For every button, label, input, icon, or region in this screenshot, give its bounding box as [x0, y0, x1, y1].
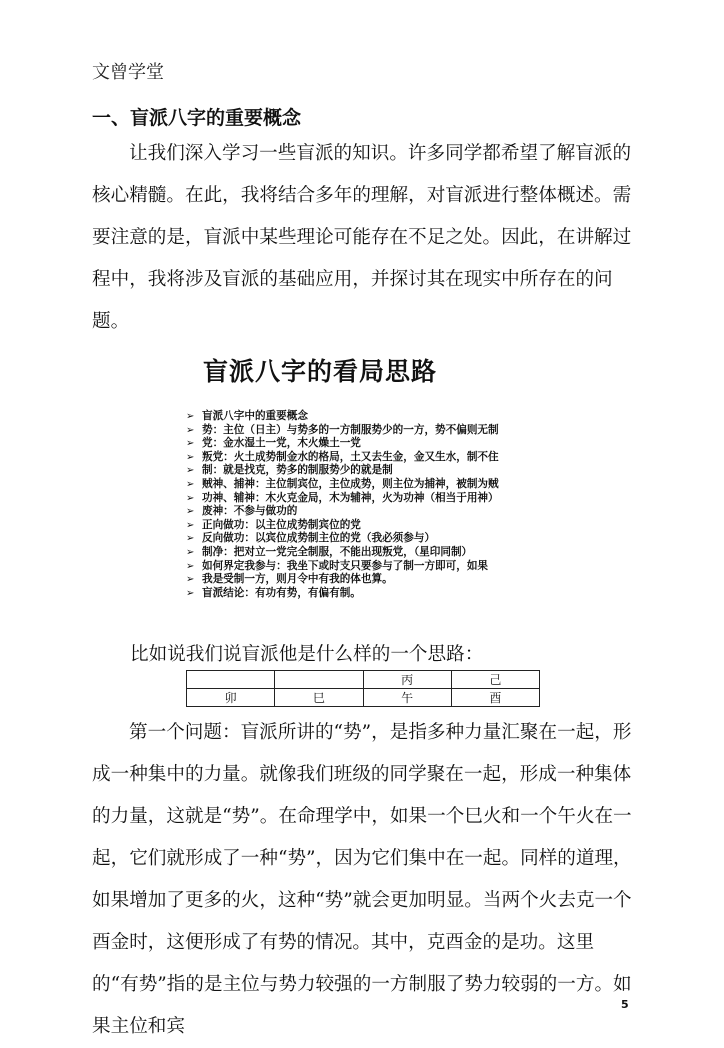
list-item: ➢ 制：就是找克，势多的制服势少的就是制	[186, 464, 393, 477]
list-item: ➢ 正向做功：以主位成势制宾位的党	[186, 518, 361, 531]
slide-bullet-list	[186, 410, 546, 600]
arrow-right-icon: ➢	[186, 560, 195, 572]
table-cell: 巳	[275, 689, 363, 707]
list-item: ➢ 废神：不参与做功的	[186, 505, 298, 518]
body-paragraph: 第一个问题：盲派所讲的“势”，是指多种力量汇聚在一起，形成一种集中的力量。就像我们班级的同学聚在一起，形成一种集体的力量，这就是“势”。在命理学中，如果一个巳火和一个午火在一起，它们就形成了一种“势”，因为它们集中在一起。同样的道理，如果增加了更多的火，这种“势”就会更加明显。当两个火去克一个酉金时，这便形成了有势的情况。其中，克酉金的是功。这里的“有势”指的是主位与势力较强的一方制服了势力较弱的一方。如果主位和宾	[92, 722, 632, 1037]
list-item: ➢ 反向做功：以宾位成势制主位的党（我必须参与）	[186, 532, 436, 545]
table-row	[187, 689, 540, 707]
list-item: ➢ 功神、辅神：木火克金局，木为辅神，火为功神（相当于用神）	[186, 491, 499, 504]
table-cell: 酉	[451, 689, 539, 707]
list-item: ➢ 势：主位（日主）与势多的一方制服势少的一方，势不偏则无制	[186, 423, 499, 436]
lead-sentence: 比如说我们说盲派他是什么样的一个思路：	[130, 644, 484, 665]
table-cell: 己	[451, 671, 539, 689]
arrow-right-icon: ➢	[186, 492, 195, 504]
list-item: ➢ 如何界定我参与：我坐下或时支只要参与了制一方即可，如果	[186, 559, 489, 572]
arrow-right-icon: ➢	[186, 438, 195, 450]
slide-title: 盲派八字的看局思路	[203, 357, 438, 386]
table-cell: 午	[363, 689, 451, 707]
table-cell: 丙	[363, 671, 451, 689]
table-row	[187, 671, 540, 689]
arrow-right-icon: ➢	[186, 506, 195, 518]
arrow-right-icon: ➢	[186, 411, 195, 422]
list-item: ➢ 盲派八字中的重要概念	[186, 410, 308, 422]
list-item: ➢ 党：金水湿土一党，木火燥土一党	[186, 437, 361, 450]
section-title: 一、盲派八字的重要概念	[92, 107, 302, 129]
arrow-right-icon: ➢	[186, 519, 195, 531]
table-cell	[275, 671, 363, 689]
arrow-right-icon: ➢	[186, 533, 195, 545]
arrow-right-icon: ➢	[186, 465, 195, 477]
list-item: ➢ 贼神、捕神：主位制宾位，主位成势，则主位为捕神，被制为贼	[186, 477, 499, 490]
arrow-right-icon: ➢	[186, 478, 195, 490]
table-cell	[187, 671, 275, 689]
table-cell: 卯	[187, 689, 275, 707]
pillars-table	[186, 670, 540, 707]
arrow-right-icon: ➢	[186, 451, 195, 463]
arrow-right-icon: ➢	[186, 546, 195, 558]
arrow-right-icon: ➢	[186, 574, 195, 586]
page-number: 5	[621, 998, 629, 1011]
page-header: 文曾学堂	[92, 62, 164, 83]
intro-paragraph: 让我们深入学习一些盲派的知识。许多同学都希望了解盲派的核心精髓。在此，我将结合多年的理解，对盲派进行整体概述。需要注意的是，盲派中某些理论可能存在不足之处。因此，在讲解过程中，我将涉及盲派的基础应用，并探讨其在现实中所存在的问题。	[92, 143, 632, 332]
list-item: ➢ 盲派结论：有功有势，有偏有制。	[186, 586, 361, 599]
list-item: ➢ 我是受制一方，则月令中有我的体也算。	[186, 573, 393, 586]
list-item: ➢ 叛党：火土成势制金水的格局，土又去生金，金又生水，制不住	[186, 450, 499, 463]
arrow-right-icon: ➢	[186, 587, 195, 599]
list-item: ➢ 制净：把对立一党完全制服，不能出现叛党，（星印同制）	[186, 545, 473, 558]
arrow-right-icon: ➢	[186, 424, 195, 436]
